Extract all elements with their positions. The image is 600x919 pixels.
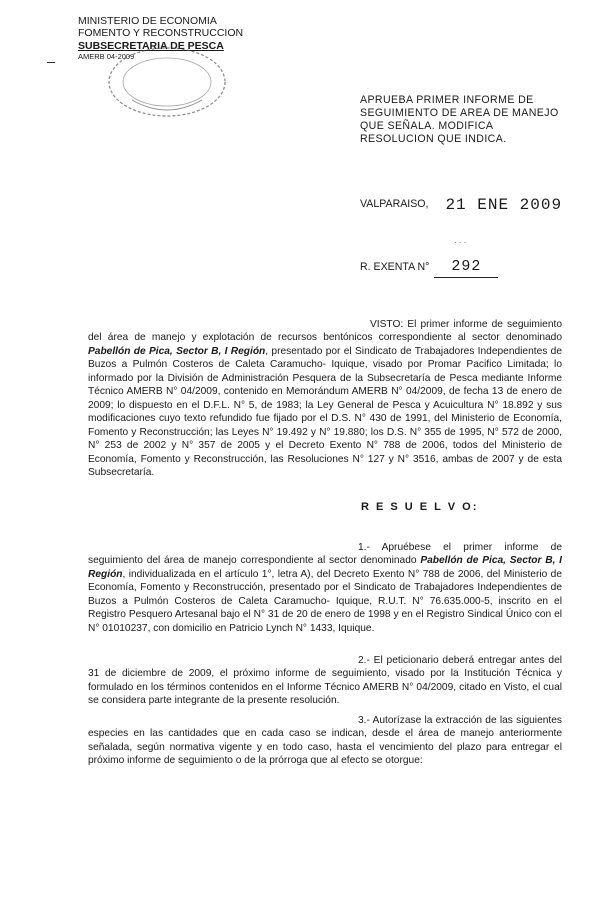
document-subject: APRUEBA PRIMER INFORME DE SEGUIMIENTO DE AREA DE MANEJO QUE SEÑALA. MODIFICA RESOLUCION QUE INDICA.	[360, 94, 559, 145]
article-1-area-name: Pabellón de Pica, Sector B, I Región	[88, 555, 562, 580]
article-1-text-b: , individualizada en el artículo 1°, letra A), del Decreto Exento N° 788 de 2006, del Ministerio de Economía, Fomento y Reconstrucción, presentado por el Sindicato de Trabajadores Independientes de Buzos a Pulmón Costeros de Caleta Caramucho- Iquique, R.U.T. N° 76.635.000-5, inscrito en el Registro Pesquero Artesanal bajo el N° 31 de 20 de enero de 1998 y en el Registro Sindical Único con el N° 01010237, con domicilio en Patricio Lynch N° 1433, Iquique.	[88, 568, 562, 634]
reference-code: AMERB 04-2009	[78, 52, 135, 62]
exenta-number: 292	[434, 257, 498, 278]
resolution-article-1	[88, 541, 562, 635]
official-seal-stamp	[92, 42, 242, 122]
visto-area-name: Pabellón de Pica, Sector B, I Región	[88, 345, 266, 357]
visto-text-b: , presentado por el Sindicato de Trabajadores Independientes de Buzos a Pulmón Costeros de Caleta Caramucho- Iquique, visado por Promar Pacifico Limitada; lo informado por la División de Administración Pesquera de la Subsecretaría de Pesca mediante Informe Técnico AMERB N° 04/2009, contenido en Memorándum AMERB N° 04/2009, de fecha 13 de enero de 2009; lo dispuesto en el D.F.L. N° 5, de 1983; la Ley General de Pesca y Acuicultura N° 18.892 y sus modificaciones cuyo texto refundido fue fijado por el D.S. N° 430 de 1991, del Ministerio de Economía, Fomento y Reconstrucción; las Leyes N° 19.492 y N° 19.880; los D.S. N° 355 de 1995, N° 572 de 2000, N° 253 de 2002 y N° 357 de 2005 y el Decreto Exento N° 788 de 2006, todos del Ministerio de Economía, Fomento y Reconstrucción, las Resoluciones N° 127 y N° 3516, ambas de 2007 y de esta Subsecretaría.	[88, 345, 562, 478]
place: VALPARAISO,	[360, 198, 429, 210]
resuelvo-heading: R E S U E L V O:	[361, 501, 479, 513]
resolution-article-2: 2.- El peticionario deberá entregar antes del 31 de diciembre de 2009, el próximo informe de seguimiento, visado por la Institución Técnica y formulado en los términos contenidos en el Informe Técnico AMERB N° 04/2009, citado en Visto, el cual se considera parte integrante de la presente resolución.	[88, 655, 562, 707]
article-1-text-a: 1.- Apruébese el primer informe de seguimiento del área de manejo correspondiente al sector denominado	[88, 542, 562, 567]
ministry-name: MINISTERIO DE ECONOMIA	[78, 15, 217, 27]
visto-text-a: VISTO: El primer informe de seguimiento del área de manejo y explotación de recursos bentónicos correspondiente al sector denominado	[88, 319, 562, 344]
separator-dots: · · ·	[454, 238, 467, 247]
ministry-subtitle: FOMENTO Y RECONSTRUCCION	[78, 27, 244, 40]
resolution-article-3: 3.- Autorízase la extracción de las siguientes especies en las cantidades que en cada caso se indican, desde el área de manejo anteriormente señalada, según normativa vigente y en todo caso, hasta el vencimiento del plazo para entregar el próximo informe de seguimiento o de la prórroga que al efecto se otorgue:	[88, 715, 562, 767]
resolution-number-line	[360, 257, 498, 278]
visto-paragraph	[88, 318, 562, 479]
subsecretaria-name: SUBSECRETARIA DE PESCA	[78, 39, 224, 52]
exenta-label: R. EXENTA N°	[360, 261, 430, 273]
place-date-line	[360, 195, 562, 216]
date-stamp: 21 ENE 2009	[445, 196, 563, 214]
margin-mark	[47, 62, 55, 63]
